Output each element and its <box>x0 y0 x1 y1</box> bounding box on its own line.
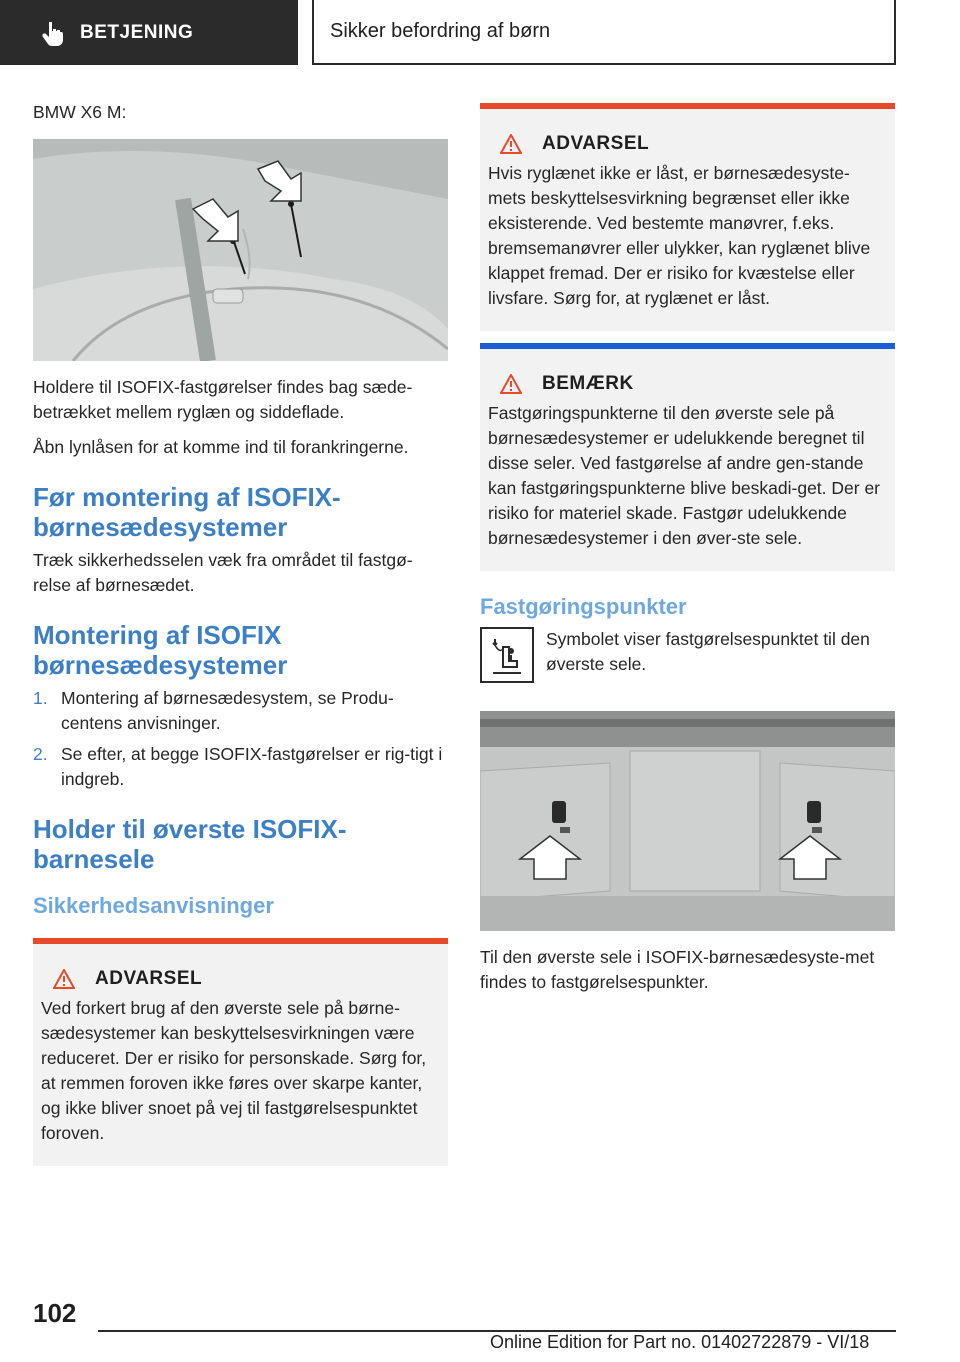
heading-top-tether: Holder til øverste ISOFIX-barnesele <box>33 814 347 874</box>
chapter-header <box>312 0 896 65</box>
page-number: 102 <box>33 1298 77 1328</box>
right-column <box>480 103 895 995</box>
warning-triangle-icon <box>500 134 522 154</box>
warning-box <box>480 103 895 331</box>
para-before-mounting: Træk sikkerhedsselen væk fra området til fastgø-relse af børnesædet. <box>33 550 413 595</box>
warning-text: Ved forkert brug af den øverste sele på børne-sædesystemer kan beskyttelsesvirkningen være reduceret. Der er risiko for personskade. Sørg for, at remmen foroven ikke føres over skarpe kanter, og ikke bliver snoet på vej til fastgørelsespunktet foroven. <box>41 998 427 1143</box>
child-seat-anchor-icon <box>480 627 534 683</box>
pointing-hand-icon <box>40 20 66 46</box>
list-text: Montering af børnesædesystem, se Produ-centens anvisninger. <box>61 688 394 733</box>
note-text: Fastgøringspunkterne til den øverste sele på børnesædesystemer er udelukkende beregnet til disse seler. Ved fastgørelse af andre gen-stande kan fastgøringspunkterne blive beskadi-get. Der er risiko for materiel skade. Fastgør udelukkende børnesædesystemer i den øver-ste sele. <box>488 403 881 548</box>
warning-label: ADVARSEL <box>542 133 650 154</box>
heading-anchor-points: Fastgøringspunkter <box>480 594 687 619</box>
model-label: BMW X6 M: <box>33 102 127 122</box>
caption-holders: Holdere til ISOFIX-fastgørelser findes bag sæde-betrækket mellem ryglæn og siddeflade. <box>33 377 413 422</box>
warning-label: ADVARSEL <box>95 968 203 989</box>
note-box <box>480 343 895 571</box>
rear-seat-image <box>33 139 448 361</box>
section-label: BETJENING <box>80 21 194 43</box>
warning-triangle-icon <box>53 969 75 989</box>
symbol-description: Symbolet viser fastgørelsespunktet til den øverste sele. <box>546 629 870 674</box>
caption-anchor-points: Til den øverste sele i ISOFIX-børnesædesyste-met findes to fastgørelsespunkter. <box>480 947 875 992</box>
note-label: BEMÆRK <box>542 373 634 394</box>
caption-zipper: Åbn lynlåsen for at komme ind til forankringerne. <box>33 437 409 457</box>
section-tab <box>0 0 298 65</box>
warning-box <box>33 938 448 1166</box>
list-number: 1. <box>33 688 48 708</box>
heading-before-mounting: Før montering af ISOFIX-børnesædesystemer <box>33 482 341 542</box>
left-column <box>33 100 448 1166</box>
caution-triangle-icon <box>500 374 522 394</box>
list-number: 2. <box>33 744 48 764</box>
list-item <box>33 742 448 792</box>
symbol-row <box>480 627 895 683</box>
cargo-area-image <box>480 711 895 931</box>
edition-text: Online Edition for Part no. 01402722879 - VI/18 <box>490 1332 870 1352</box>
chapter-title: Sikker befordring af børn <box>330 20 551 42</box>
heading-safety: Sikkerhedsanvisninger <box>33 893 274 918</box>
list-text: Se efter, at begge ISOFIX-fastgørelser er rig-tigt i indgreb. <box>61 744 443 789</box>
warning-text: Hvis ryglænet ikke er låst, er børnesædesyste-mets beskyttelsesvirkning begrænset eller ikke eksisterende. Ved bestemte manøvrer, f.eks. bremsemanøvrer eller ulykker, kan ryglænet blive klappet fremad. Der er risiko for kvæstelse eller livsfare. Sørg for, at ryglænet er låst. <box>488 163 871 308</box>
list-item <box>33 686 448 736</box>
heading-mounting: Montering af ISOFIX børnesædesystemer <box>33 620 288 680</box>
